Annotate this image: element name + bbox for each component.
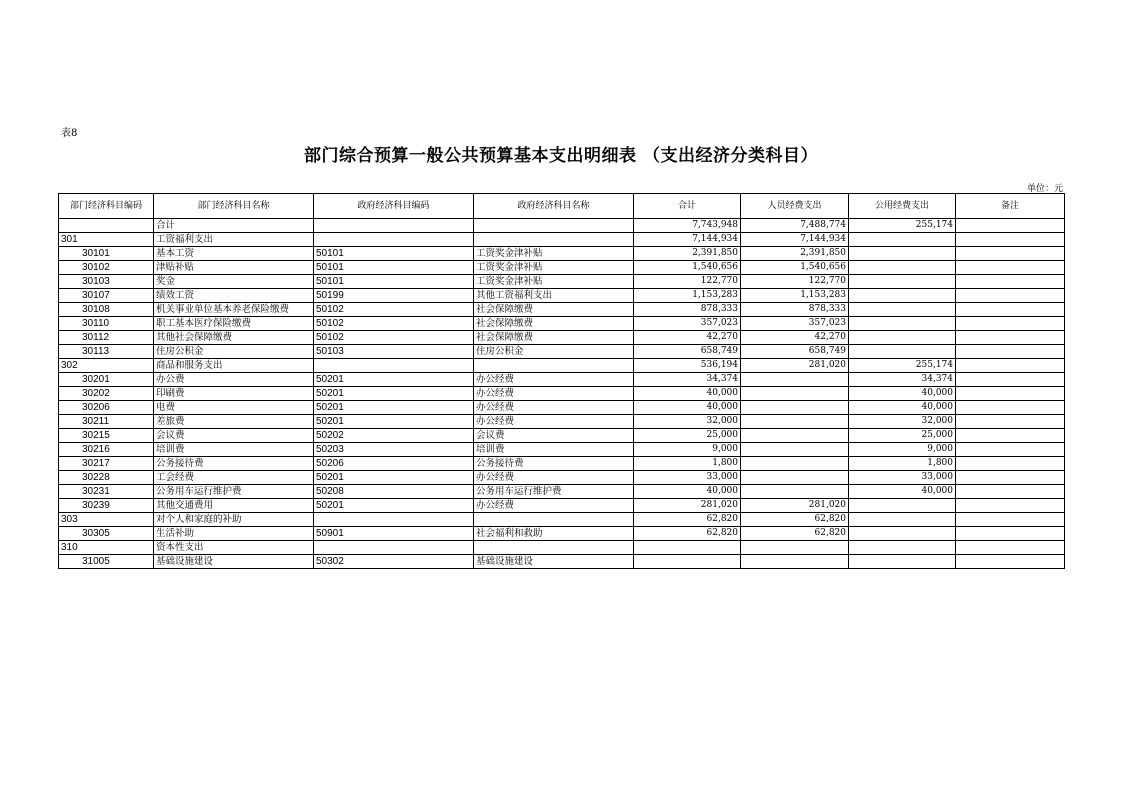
dept-code-cell: 30103 [59, 275, 154, 289]
remark-cell [956, 359, 1065, 373]
public-cell [849, 513, 956, 527]
dept-name-cell: 工会经费 [154, 471, 314, 485]
personnel-cell [741, 373, 849, 387]
public-cell: 40,000 [849, 387, 956, 401]
personnel-cell [741, 457, 849, 471]
gov-code-cell: 50203 [314, 443, 474, 457]
gov-name-cell: 住房公积金 [474, 345, 634, 359]
header-remark: 备注 [956, 194, 1065, 219]
table-body [59, 219, 1065, 569]
gov-name-cell: 办公经费 [474, 401, 634, 415]
personnel-cell [741, 485, 849, 499]
total-cell: 42,270 [634, 331, 741, 345]
gov-name-cell: 公务用车运行维护费 [474, 485, 634, 499]
total-cell: 25,000 [634, 429, 741, 443]
remark-cell [956, 303, 1065, 317]
public-cell: 255,174 [849, 219, 956, 233]
gov-name-cell [474, 219, 634, 233]
dept-name-cell: 其他交通费用 [154, 499, 314, 513]
gov-name-cell: 办公经费 [474, 373, 634, 387]
dept-name-cell: 电费 [154, 401, 314, 415]
personnel-cell: 122,770 [741, 275, 849, 289]
dept-code-cell: 302 [59, 359, 154, 373]
gov-code-cell: 50199 [314, 289, 474, 303]
total-cell: 7,743,948 [634, 219, 741, 233]
total-cell: 1,153,283 [634, 289, 741, 303]
personnel-cell [741, 415, 849, 429]
total-cell: 33,000 [634, 471, 741, 485]
budget-detail-table [58, 193, 1065, 569]
dept-code-cell: 30228 [59, 471, 154, 485]
total-cell: 536,194 [634, 359, 741, 373]
gov-name-cell: 办公经费 [474, 471, 634, 485]
dept-code-cell: 303 [59, 513, 154, 527]
table-row [59, 317, 1065, 331]
personnel-cell: 658,749 [741, 345, 849, 359]
dept-name-cell: 公务接待费 [154, 457, 314, 471]
dept-code-cell: 30102 [59, 261, 154, 275]
dept-code-cell: 30211 [59, 415, 154, 429]
dept-code-cell: 30215 [59, 429, 154, 443]
dept-code-cell: 310 [59, 541, 154, 555]
gov-name-cell: 工资奖金津补贴 [474, 247, 634, 261]
dept-code-cell: 30206 [59, 401, 154, 415]
dept-name-cell: 绩效工资 [154, 289, 314, 303]
dept-code-cell: 30217 [59, 457, 154, 471]
gov-name-cell: 工资奖金津补贴 [474, 275, 634, 289]
public-cell: 255,174 [849, 359, 956, 373]
header-public: 公用经费支出 [849, 194, 956, 219]
public-cell: 9,000 [849, 443, 956, 457]
gov-code-cell: 50208 [314, 485, 474, 499]
gov-code-cell [314, 541, 474, 555]
dept-name-cell: 公务用车运行维护费 [154, 485, 314, 499]
table-row [59, 373, 1065, 387]
remark-cell [956, 387, 1065, 401]
public-cell [849, 541, 956, 555]
remark-cell [956, 443, 1065, 457]
table-row [59, 555, 1065, 569]
table-row [59, 429, 1065, 443]
gov-code-cell: 50901 [314, 527, 474, 541]
public-cell: 40,000 [849, 401, 956, 415]
personnel-cell [741, 555, 849, 569]
gov-name-cell: 其他工资福利支出 [474, 289, 634, 303]
gov-code-cell: 50101 [314, 275, 474, 289]
dept-code-cell: 30231 [59, 485, 154, 499]
public-cell [849, 247, 956, 261]
public-cell [849, 527, 956, 541]
public-cell: 40,000 [849, 485, 956, 499]
gov-code-cell: 50201 [314, 499, 474, 513]
remark-cell [956, 289, 1065, 303]
gov-code-cell: 50101 [314, 247, 474, 261]
personnel-cell: 42,270 [741, 331, 849, 345]
table-header-row [59, 194, 1065, 219]
total-cell: 40,000 [634, 387, 741, 401]
remark-cell [956, 233, 1065, 247]
total-cell [634, 555, 741, 569]
total-cell [634, 541, 741, 555]
dept-code-cell: 30305 [59, 527, 154, 541]
personnel-cell [741, 387, 849, 401]
total-cell: 9,000 [634, 443, 741, 457]
table-row [59, 443, 1065, 457]
public-cell: 25,000 [849, 429, 956, 443]
dept-code-cell: 30110 [59, 317, 154, 331]
gov-code-cell: 50201 [314, 471, 474, 485]
remark-cell [956, 219, 1065, 233]
dept-name-cell: 商品和服务支出 [154, 359, 314, 373]
header-total: 合计 [634, 194, 741, 219]
table-row [59, 303, 1065, 317]
personnel-cell [741, 541, 849, 555]
public-cell [849, 275, 956, 289]
gov-name-cell: 办公经费 [474, 387, 634, 401]
gov-code-cell: 50302 [314, 555, 474, 569]
remark-cell [956, 541, 1065, 555]
unit-label: 单位：元 [1026, 184, 1063, 194]
gov-code-cell: 50206 [314, 457, 474, 471]
personnel-cell: 357,023 [741, 317, 849, 331]
dept-code-cell: 30216 [59, 443, 154, 457]
dept-code-cell: 30108 [59, 303, 154, 317]
personnel-cell: 7,488,774 [741, 219, 849, 233]
public-cell: 32,000 [849, 415, 956, 429]
personnel-cell [741, 429, 849, 443]
header-gov-name: 政府经济科目名称 [474, 194, 634, 219]
total-cell: 32,000 [634, 415, 741, 429]
table-row [59, 331, 1065, 345]
table-number-label: 表8 [61, 128, 78, 139]
gov-code-cell: 50202 [314, 429, 474, 443]
dept-name-cell: 培训费 [154, 443, 314, 457]
gov-code-cell [314, 219, 474, 233]
remark-cell [956, 415, 1065, 429]
gov-name-cell: 社会保障缴费 [474, 317, 634, 331]
personnel-cell: 1,153,283 [741, 289, 849, 303]
gov-code-cell: 50101 [314, 261, 474, 275]
gov-code-cell: 50102 [314, 303, 474, 317]
table-row [59, 499, 1065, 513]
table-row [59, 275, 1065, 289]
public-cell [849, 345, 956, 359]
public-cell: 1,800 [849, 457, 956, 471]
total-cell: 2,391,850 [634, 247, 741, 261]
table-row [59, 485, 1065, 499]
gov-name-cell: 工资奖金津补贴 [474, 261, 634, 275]
remark-cell [956, 345, 1065, 359]
gov-name-cell [474, 541, 634, 555]
total-cell: 62,820 [634, 513, 741, 527]
dept-name-cell: 印刷费 [154, 387, 314, 401]
dept-name-cell: 生活补助 [154, 527, 314, 541]
personnel-cell: 62,820 [741, 513, 849, 527]
personnel-cell: 281,020 [741, 499, 849, 513]
header-dept-code: 部门经济科目编码 [59, 194, 154, 219]
dept-name-cell: 奖金 [154, 275, 314, 289]
personnel-cell: 2,391,850 [741, 247, 849, 261]
personnel-cell: 62,820 [741, 527, 849, 541]
header-personnel: 人员经费支出 [741, 194, 849, 219]
total-cell: 1,540,656 [634, 261, 741, 275]
dept-name-cell: 工资福利支出 [154, 233, 314, 247]
table-row [59, 261, 1065, 275]
table-row [59, 401, 1065, 415]
dept-name-cell: 机关事业单位基本养老保险缴费 [154, 303, 314, 317]
public-cell [849, 555, 956, 569]
dept-name-cell: 其他社会保障缴费 [154, 331, 314, 345]
table-row [59, 219, 1065, 233]
personnel-cell [741, 443, 849, 457]
gov-code-cell [314, 233, 474, 247]
page-title: 部门综合预算一般公共预算基本支出明细表 （支出经济分类科目） [304, 146, 818, 166]
total-cell: 40,000 [634, 485, 741, 499]
remark-cell [956, 457, 1065, 471]
remark-cell [956, 513, 1065, 527]
table-row [59, 387, 1065, 401]
dept-name-cell: 办公费 [154, 373, 314, 387]
total-cell: 122,770 [634, 275, 741, 289]
personnel-cell [741, 471, 849, 485]
table-row [59, 457, 1065, 471]
total-cell: 1,800 [634, 457, 741, 471]
dept-code-cell: 30101 [59, 247, 154, 261]
remark-cell [956, 471, 1065, 485]
gov-code-cell: 50201 [314, 401, 474, 415]
remark-cell [956, 275, 1065, 289]
remark-cell [956, 485, 1065, 499]
public-cell [849, 289, 956, 303]
gov-name-cell: 基础设施建设 [474, 555, 634, 569]
remark-cell [956, 317, 1065, 331]
dept-name-cell: 会议费 [154, 429, 314, 443]
gov-name-cell: 办公经费 [474, 415, 634, 429]
remark-cell [956, 401, 1065, 415]
remark-cell [956, 429, 1065, 443]
total-cell: 34,374 [634, 373, 741, 387]
total-cell: 40,000 [634, 401, 741, 415]
dept-name-cell: 合计 [154, 219, 314, 233]
personnel-cell: 1,540,656 [741, 261, 849, 275]
gov-name-cell: 社会保障缴费 [474, 331, 634, 345]
dept-name-cell: 对个人和家庭的补助 [154, 513, 314, 527]
remark-cell [956, 261, 1065, 275]
header-gov-code: 政府经济科目编码 [314, 194, 474, 219]
table-row [59, 513, 1065, 527]
dept-name-cell: 职工基本医疗保险缴费 [154, 317, 314, 331]
gov-name-cell: 培训费 [474, 443, 634, 457]
personnel-cell: 878,333 [741, 303, 849, 317]
dept-code-cell: 31005 [59, 555, 154, 569]
gov-name-cell: 会议费 [474, 429, 634, 443]
gov-code-cell: 50201 [314, 373, 474, 387]
gov-name-cell: 办公经费 [474, 499, 634, 513]
gov-name-cell: 社会保障缴费 [474, 303, 634, 317]
gov-code-cell: 50201 [314, 387, 474, 401]
total-cell: 878,333 [634, 303, 741, 317]
gov-code-cell: 50102 [314, 331, 474, 345]
dept-code-cell: 301 [59, 233, 154, 247]
dept-code-cell: 30107 [59, 289, 154, 303]
remark-cell [956, 373, 1065, 387]
personnel-cell [741, 401, 849, 415]
table-row [59, 247, 1065, 261]
total-cell: 658,749 [634, 345, 741, 359]
dept-name-cell: 住房公积金 [154, 345, 314, 359]
remark-cell [956, 499, 1065, 513]
dept-code-cell [59, 219, 154, 233]
remark-cell [956, 331, 1065, 345]
public-cell: 33,000 [849, 471, 956, 485]
public-cell [849, 303, 956, 317]
header-dept-name: 部门经济科目名称 [154, 194, 314, 219]
gov-code-cell: 50201 [314, 415, 474, 429]
dept-name-cell: 基础设施建设 [154, 555, 314, 569]
dept-name-cell: 津贴补贴 [154, 261, 314, 275]
gov-name-cell [474, 513, 634, 527]
public-cell [849, 317, 956, 331]
dept-name-cell: 基本工资 [154, 247, 314, 261]
total-cell: 281,020 [634, 499, 741, 513]
public-cell [849, 331, 956, 345]
total-cell: 62,820 [634, 527, 741, 541]
remark-cell [956, 247, 1065, 261]
total-cell: 7,144,934 [634, 233, 741, 247]
personnel-cell: 281,020 [741, 359, 849, 373]
dept-code-cell: 30113 [59, 345, 154, 359]
dept-name-cell: 资本性支出 [154, 541, 314, 555]
remark-cell [956, 527, 1065, 541]
table-row [59, 415, 1065, 429]
dept-code-cell: 30112 [59, 331, 154, 345]
total-cell: 357,023 [634, 317, 741, 331]
table-row [59, 527, 1065, 541]
table-row [59, 541, 1065, 555]
table-row [59, 359, 1065, 373]
dept-code-cell: 30202 [59, 387, 154, 401]
gov-name-cell: 社会福利和救助 [474, 527, 634, 541]
gov-code-cell: 50102 [314, 317, 474, 331]
table-row [59, 471, 1065, 485]
gov-code-cell: 50103 [314, 345, 474, 359]
dept-name-cell: 差旅费 [154, 415, 314, 429]
gov-name-cell: 公务接待费 [474, 457, 634, 471]
dept-code-cell: 30239 [59, 499, 154, 513]
public-cell [849, 261, 956, 275]
personnel-cell: 7,144,934 [741, 233, 849, 247]
table-row [59, 289, 1065, 303]
gov-code-cell [314, 513, 474, 527]
gov-name-cell [474, 359, 634, 373]
table-row [59, 233, 1065, 247]
remark-cell [956, 555, 1065, 569]
dept-code-cell: 30201 [59, 373, 154, 387]
public-cell: 34,374 [849, 373, 956, 387]
public-cell [849, 499, 956, 513]
gov-code-cell [314, 359, 474, 373]
gov-name-cell [474, 233, 634, 247]
table-row [59, 345, 1065, 359]
public-cell [849, 233, 956, 247]
